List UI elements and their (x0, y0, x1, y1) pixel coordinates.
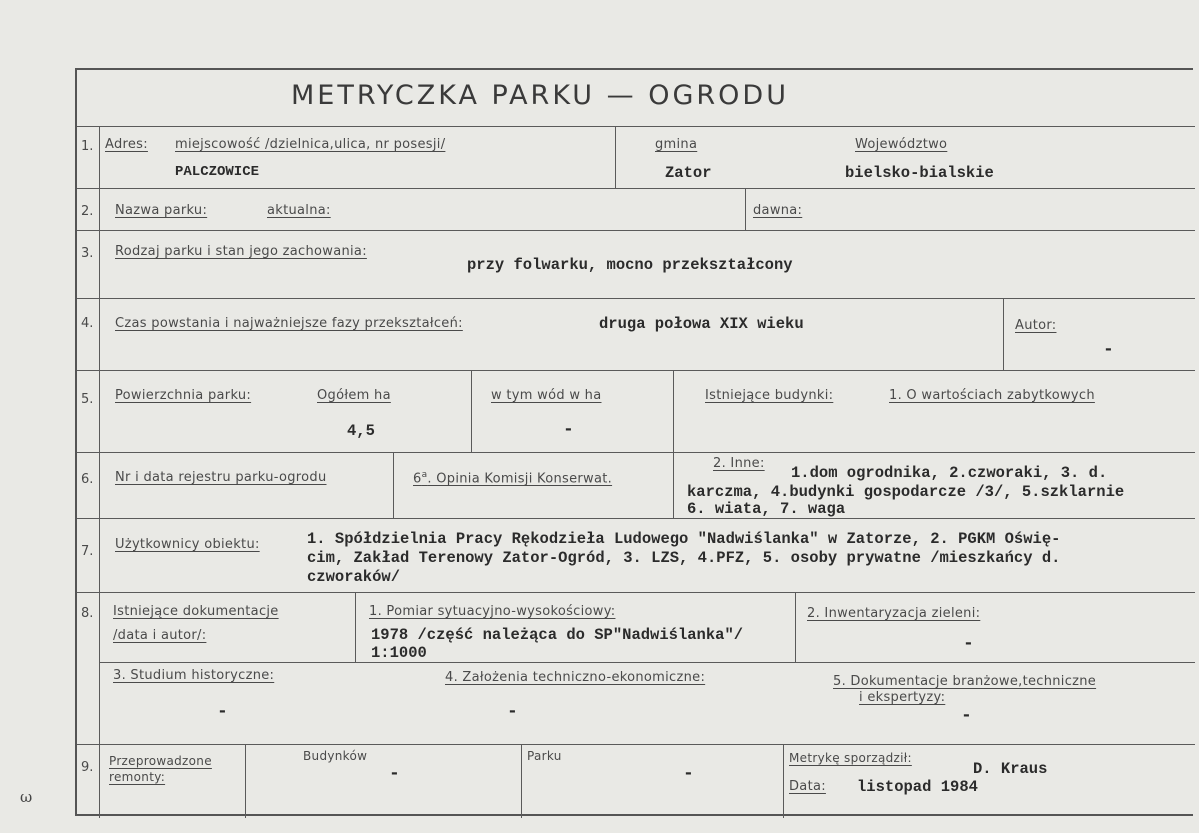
row-number: 5. (81, 392, 94, 407)
prepared-by-value: D. Kraus (973, 760, 1048, 778)
historic-buildings-label: 1. O wartościach zabytkowych (889, 388, 1095, 403)
park-type-label: Rodzaj parku i stan jego zachowania: (115, 244, 367, 259)
other-buildings-line-3: 6. wiata, 7. waga (687, 500, 846, 518)
park-repairs-value: - (683, 764, 694, 784)
repairs-sublabel: remonty: (109, 770, 166, 784)
current-name-label: aktualna: (267, 203, 331, 218)
address-label: Adres: (105, 137, 148, 152)
cell-line (745, 188, 746, 230)
cell-line (615, 126, 616, 188)
row-number: 9. (81, 760, 94, 775)
historical-study-value: - (217, 702, 228, 722)
users-line-2: cim, Zakład Terenowy Zator-Ogród, 3. LZS, 4.PFZ, 5. osoby prywatne /mieszkańcy d. (307, 549, 1061, 567)
divider (77, 188, 1195, 189)
cell-line (471, 370, 472, 452)
author-value: - (1103, 340, 1114, 360)
row-number: 2. (81, 204, 94, 219)
row-number: 8. (81, 606, 94, 621)
other-buildings-label: 2. Inne: (713, 456, 765, 471)
date-label: Data: (789, 779, 826, 794)
prepared-by-label: Metrykę sporządził: (789, 751, 912, 765)
cell-line (783, 744, 784, 818)
row-number: 3. (81, 246, 94, 261)
historical-study-label: 3. Studium historyczne: (113, 668, 275, 683)
register-label: Nr i data rejestru parku-ogrodu (115, 470, 327, 485)
area-label: Powierzchnia parku: (115, 388, 252, 403)
row-number: 6. (81, 472, 94, 487)
park-name-label: Nazwa parku: (115, 203, 208, 218)
origin-value: druga połowa XIX wieku (599, 315, 804, 333)
water-area-label: w tym wód w ha (491, 388, 602, 403)
buildings-repairs-value: - (389, 764, 400, 784)
date-value: listopad 1984 (857, 778, 978, 796)
margin-mark: ω (20, 788, 33, 806)
origin-label: Czas powstania i najważniejsze fazy przekształceń: (115, 316, 463, 331)
repairs-label: Przeprowadzone (109, 754, 212, 768)
number-column-line (99, 126, 100, 818)
address-value: PALCZOWICE (175, 164, 260, 180)
cell-line (245, 744, 246, 818)
users-label: Użytkownicy obiektu: (115, 537, 260, 552)
divider (77, 592, 1195, 593)
water-area-value: - (563, 420, 574, 440)
other-buildings-line-1: 1.dom ogrodnika, 2.czworaki, 3. d. (791, 464, 1108, 482)
survey-label: 1. Pomiar sytuacyjno-wysokościowy: (369, 604, 616, 619)
survey-line-1: 1978 /część należąca do SP"Nadwiślanka"/ (371, 626, 744, 644)
cell-line (393, 452, 394, 518)
gmina-value: Zator (665, 164, 712, 182)
cell-line (521, 744, 522, 818)
voivodeship-label: Województwo (855, 137, 948, 152)
divider (77, 230, 1195, 231)
park-type-value: przy folwarku, mocno przekształcony (467, 256, 793, 274)
park-repairs-label: Parku (527, 749, 562, 763)
divider (77, 298, 1195, 299)
sector-docs-label: 5. Dokumentacje branżowe,techniczne (833, 674, 1097, 689)
cell-line (795, 592, 796, 662)
sector-docs-sublabel: i ekspertyzy: (859, 690, 946, 705)
survey-line-2: 1:1000 (371, 644, 427, 662)
divider (77, 518, 1195, 519)
greenery-inventory-label: 2. Inwentaryzacja zieleni: (807, 606, 981, 621)
other-buildings-line-2: karczma, 4.budynki gospodarcze /3/, 5.szklarnie (687, 483, 1125, 501)
divider (77, 126, 1195, 127)
cell-line (1003, 298, 1004, 370)
users-line-1: 1. Spółdzielnia Pracy Rękodzieła Ludowego "Nadwiślanka" w Zatorze, 2. PGKM Oświę- (307, 530, 1061, 548)
buildings-repairs-label: Budynków (303, 749, 368, 763)
sector-docs-value: - (961, 706, 972, 726)
cell-line (673, 452, 674, 518)
row-number: 4. (81, 316, 94, 331)
divider (77, 370, 1195, 371)
page-title: METRYCZKA PARKU — OGRODU (291, 80, 789, 111)
tech-econ-label: 4. Założenia techniczno-ekonomiczne: (445, 670, 706, 685)
documentation-label: Istniejące dokumentacje (113, 604, 279, 619)
users-line-3: czworaków/ (307, 568, 401, 586)
row-number: 1. (81, 139, 94, 154)
park-record-card (75, 68, 1193, 816)
tech-econ-value: - (507, 702, 518, 722)
opinion-label: 6$^a$. Opinia Komisji Konserwat. (413, 470, 613, 487)
author-label: Autor: (1015, 318, 1057, 333)
divider (99, 662, 1195, 663)
voivodeship-value: bielsko-bialskie (845, 164, 994, 182)
cell-line (355, 592, 356, 662)
greenery-inventory-value: - (963, 634, 974, 654)
divider (77, 452, 1195, 453)
address-sublabel: miejscowość /dzielnica,ulica, nr posesji/ (175, 137, 446, 152)
total-area-label: Ogółem ha (317, 388, 391, 403)
total-area-value: 4,5 (347, 422, 375, 440)
cell-line (673, 370, 674, 452)
row-number: 7. (81, 544, 94, 559)
former-name-label: dawna: (753, 203, 803, 218)
documentation-sublabel: /data i autor/: (113, 628, 207, 643)
gmina-label: gmina (655, 137, 698, 152)
buildings-label: Istniejące budynki: (705, 388, 834, 403)
